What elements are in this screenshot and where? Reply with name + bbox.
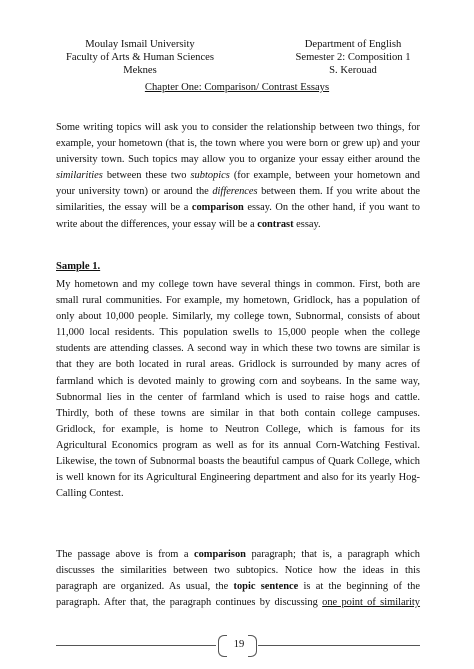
sample-line: Agricultural Economics program as well as for its annual Corn-Watching Festival. (56, 439, 420, 451)
sample-line: 11,000 local residents. This population swells to 15,000 people when the college (56, 327, 420, 339)
author-name: S. Kerouad (329, 65, 377, 76)
footer-divider-right (258, 645, 420, 646)
header-right-block (268, 38, 438, 77)
contrast-term: contrast (257, 218, 294, 230)
intro-line: university town. Such topics may allow you to organize your essay either around the (56, 154, 420, 166)
sample-line: only about 10,000 people. Similarly, my college town, Subnormal, consists of about (56, 311, 420, 323)
analysis-paragraph (56, 547, 420, 611)
footer-divider-left (56, 645, 216, 646)
comparison-term: comparison (191, 202, 244, 214)
analysis-line (56, 595, 420, 611)
university-name: Moulay Ismail University (85, 39, 195, 50)
point-of-similarity-term: one point of similarity (322, 597, 421, 609)
intro-text: (for example, between your hometown and (229, 170, 420, 182)
analysis-text: is at the beginning of the (298, 581, 420, 593)
sample-line: small rural communities. For example, my hometown, Gridlock, has a population of (56, 295, 420, 307)
sample-line: students are attending classes. A second way in which these two towns are similar is (56, 343, 420, 355)
analysis-text: paragraph. After that, the paragraph continues by discussing (56, 597, 323, 609)
sample-line: Likewise, the town of Subnormal boasts the beautiful campus of Quark College, which (56, 456, 420, 468)
intro-line (56, 217, 420, 233)
intro-line (56, 168, 420, 184)
intro-line: Some writing topics will ask you to consider the relationship between two things, for (56, 122, 420, 133)
sample-line: farmland which is devoted mainly to growing corn and soybeans. In the same way, (56, 375, 420, 387)
intro-text: between these two (102, 170, 191, 182)
sample-line: Subnormal lies in the center of farmland which is used to raise hogs and cattle. (56, 391, 420, 403)
sample-paragraph (56, 277, 420, 502)
city-name: Meknes (123, 65, 157, 76)
department-name: Department of English (304, 39, 402, 50)
intro-line (56, 200, 420, 216)
sample-line: My hometown and my college town have several things in common. First, both are (56, 279, 420, 290)
chapter-title: Chapter One: Comparison/ Contrast Essays (144, 82, 330, 93)
sample-line: that they are both located in rural areas. Gridlock is surrounded by many acres of (56, 359, 420, 371)
sample-line: Thirdly, both of these towns are similar in that both contain college campuses. (56, 407, 420, 419)
header-left-block (40, 38, 240, 77)
intro-text: essay. (293, 218, 321, 230)
analysis-line: discusses the similarities between two subtopics. Notice how the ideas in this (56, 565, 420, 577)
topic-sentence-term: topic sentence (233, 581, 299, 593)
intro-text: essay. On the other hand, if you want to (243, 202, 420, 214)
course-name: Semester 2: Composition 1 (295, 52, 411, 63)
analysis-line (56, 547, 420, 563)
sample-line: is well known for its Agricultural Engineering department and also for its yearly Hog- (56, 472, 420, 484)
analysis-text: paragraph are organized. As usual, the (56, 581, 234, 593)
analysis-text: The passage above is from a (56, 549, 194, 560)
sample-heading: Sample 1. (56, 261, 101, 272)
faculty-name: Faculty of Arts & Human Sciences (66, 52, 214, 63)
page-number-bracket-right (248, 635, 257, 657)
sample-line: Calling Contest. (56, 488, 124, 500)
intro-text: similarities, the essay will be a (56, 202, 192, 214)
subtopics-term: subtopics (190, 170, 230, 182)
intro-line (56, 184, 420, 200)
intro-text: write about the differences, your essay will be a (56, 218, 258, 230)
intro-text: your university town) or around the (56, 186, 213, 198)
similarities-term: similarities (56, 170, 103, 182)
page-footer (0, 634, 474, 658)
intro-line: example, your hometown (that is, the town where you were born or grew up) and your (56, 138, 420, 150)
page-number: 19 (233, 639, 245, 650)
comparison-term: comparison (193, 549, 246, 560)
intro-paragraph (56, 120, 420, 233)
sample-line: Gridlock, for example, is home to Neutron College, which is famous for its (56, 423, 420, 435)
analysis-text: paragraph; that is, a paragraph which (245, 549, 420, 560)
intro-text: between them. If you write about the (257, 186, 421, 198)
analysis-line (56, 579, 420, 595)
differences-term: differences (212, 186, 258, 198)
